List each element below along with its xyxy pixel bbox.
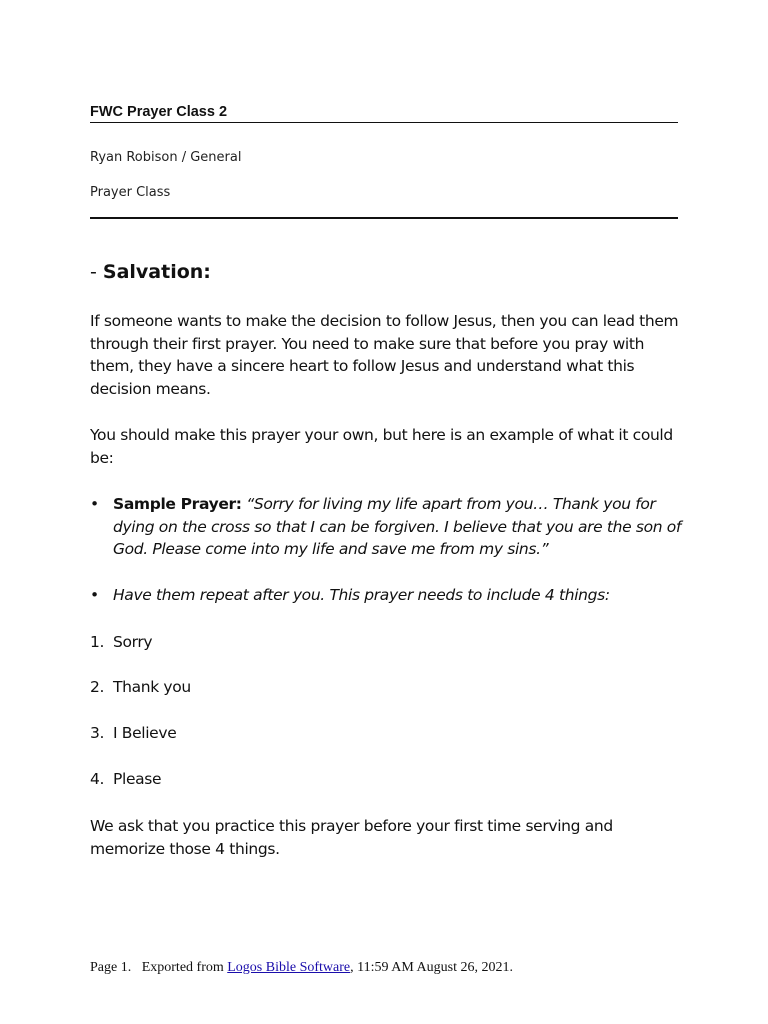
numbered-item <box>90 768 161 791</box>
numbered-item <box>90 631 152 654</box>
paragraph-closing: We ask that you practice this prayer before your first time serving and memorize those 4 things. <box>90 817 613 858</box>
export-prefix: Exported from <box>141 960 224 975</box>
paragraph-intro: If someone wants to make the decision to follow Jesus, then you can lead them through their first prayer. You need to make sure that before you pray with them, they have a sincere heart to follow Jesus and understand what this decision means. <box>90 312 679 399</box>
document-page <box>90 0 682 1024</box>
bullet-item-sample-prayer <box>90 493 682 561</box>
page-number: Page 1. <box>90 960 132 975</box>
item-number: 3. <box>90 724 105 742</box>
bullet-body <box>113 493 682 561</box>
repeat-instruction-text: Have them repeat after you. This prayer needs to include 4 things: <box>113 586 610 604</box>
export-timestamp: , 11:59 AM August 26, 2021. <box>350 960 513 975</box>
numbered-item <box>90 722 176 745</box>
item-text: Sorry <box>113 633 153 651</box>
sample-prayer-label: Sample Prayer: <box>113 495 242 513</box>
logos-link[interactable]: Logos Bible Software <box>227 960 351 975</box>
heading-prefix: - <box>90 261 103 283</box>
bullet-marker: • <box>90 495 99 513</box>
bullet-marker: • <box>90 586 99 604</box>
header-divider <box>90 217 678 219</box>
category-line: Prayer Class <box>90 185 171 200</box>
numbered-item <box>90 676 191 699</box>
bullet-item-repeat <box>90 584 682 607</box>
item-number: 2. <box>90 678 105 696</box>
author-line: Ryan Robison / General <box>90 150 242 165</box>
item-text: I Believe <box>113 724 177 742</box>
document-title: FWC Prayer Class 2 <box>90 103 678 123</box>
section-heading <box>90 259 211 285</box>
item-text: Thank you <box>113 678 191 696</box>
item-number: 4. <box>90 770 105 788</box>
item-number: 1. <box>90 633 105 651</box>
item-text: Please <box>113 770 162 788</box>
sample-prayer-text: “Sorry for living my life apart from you… Thank you for dying on the cross so that I can be forgiven. I believe that you are the son of God. Please come into my life and save me from my sins.” <box>113 495 682 559</box>
page-footer <box>90 959 513 977</box>
heading-text: Salvation: <box>102 261 211 283</box>
paragraph-example: You should make this prayer your own, but here is an example of what it could be: <box>90 426 673 467</box>
